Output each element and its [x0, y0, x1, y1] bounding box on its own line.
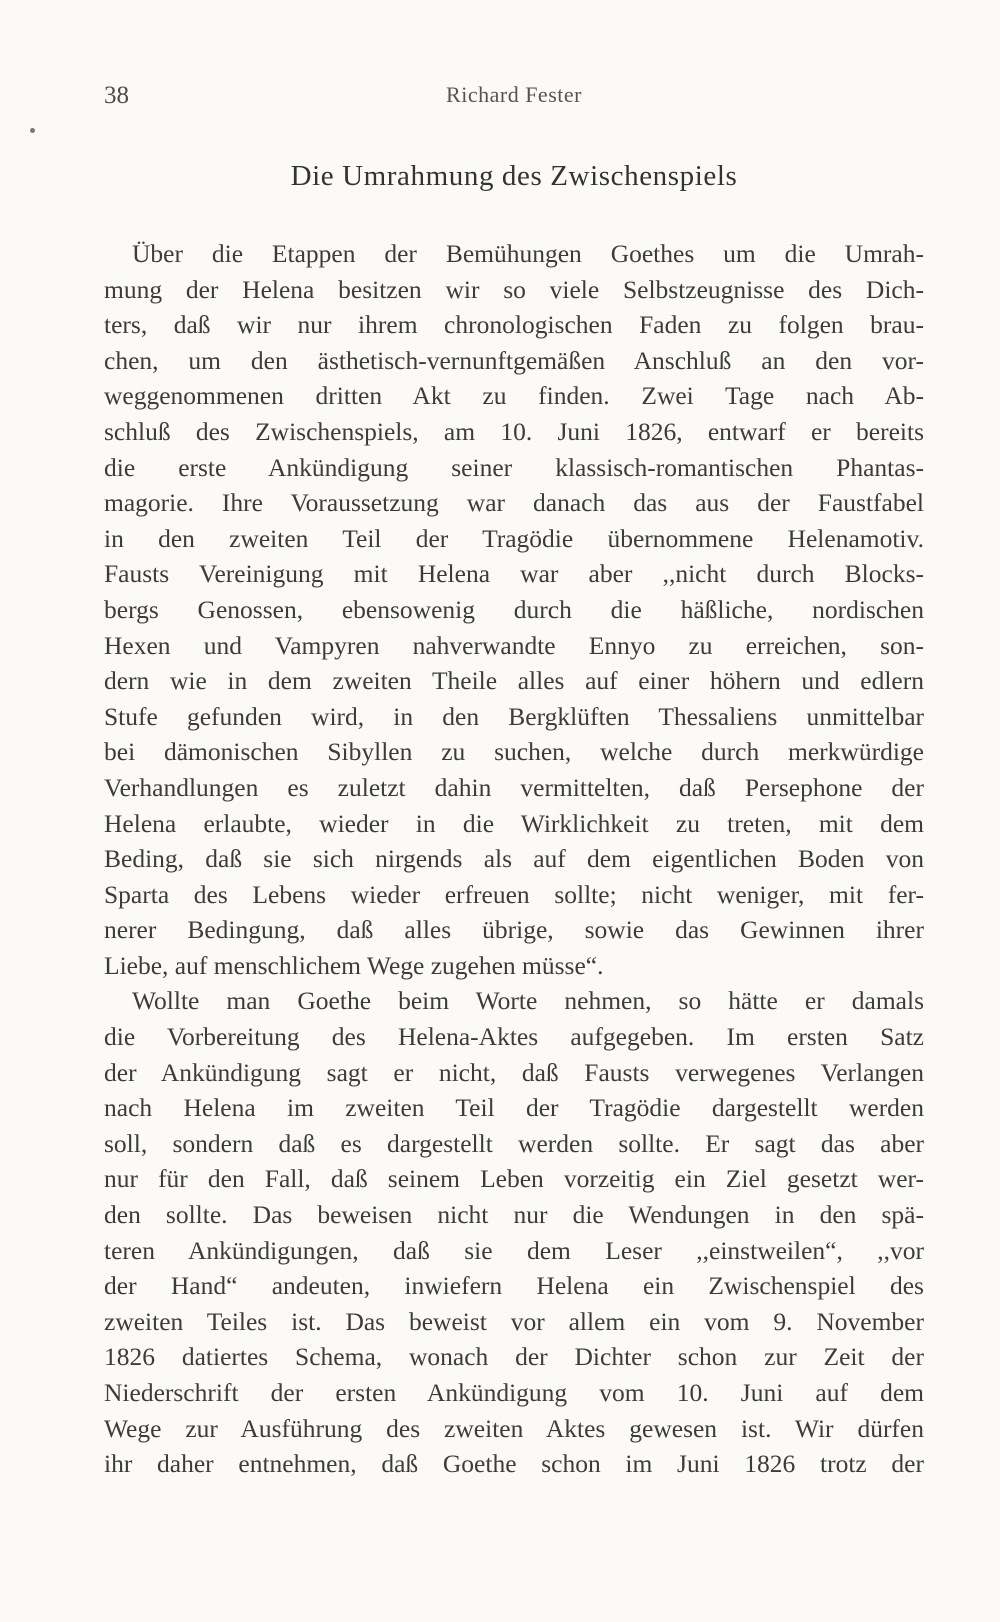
ink-speck — [30, 128, 35, 133]
text-line: in den zweiten Teil der Tragödie übernommene Helenamotiv. — [104, 523, 924, 553]
text-line: den sollte. Das beweisen nicht nur die Wendungen in den spä- — [104, 1200, 924, 1230]
body-text — [104, 236, 924, 1482]
text-line: die erste Ankündigung seiner klassisch-romantischen Phantas- — [104, 452, 924, 482]
text-line: Beding, daß sie sich nirgends als auf dem eigentlichen Boden von — [104, 844, 924, 874]
text-line: Wollte man Goethe beim Worte nehmen, so hätte er damals — [132, 986, 924, 1016]
text-line: nerer Bedingung, daß alles übrige, sowie das Gewinnen ihrer — [104, 915, 924, 945]
text-line: Über die Etappen der Bemühungen Goethes um die Umrah- — [132, 239, 924, 268]
text-line: Fausts Vereinigung mit Helena war aber ,,nicht durch Blocks- — [104, 559, 924, 589]
text-line: magorie. Ihre Voraussetzung war danach das aus der Faustfabel — [104, 488, 924, 518]
text-line: dern wie in dem zweiten Theile alles auf einer höhern und edlern — [104, 666, 924, 696]
text-line: der Hand“ andeuten, inwiefern Helena ein Zwischenspiel des — [104, 1271, 924, 1301]
text-line: ters, daß wir nur ihrem chronologischen Faden zu folgen brau- — [104, 310, 924, 340]
running-head — [104, 82, 924, 114]
running-title: Richard Fester — [446, 82, 582, 107]
text-line: die Vorbereitung des Helena-Aktes aufgegeben. Im ersten Satz — [104, 1022, 924, 1052]
text-line: ihr daher entnehmen, daß Goethe schon im Juni 1826 trotz der — [104, 1449, 924, 1479]
section-title: Die Umrahmung des Zwischenspiels — [290, 160, 738, 192]
text-line: soll, sondern daß es dargestellt werden sollte. Er sagt das aber — [104, 1128, 924, 1158]
text-line: Helena erlaubte, wieder in die Wirklichkeit zu treten, mit dem — [104, 808, 924, 838]
text-line: nach Helena im zweiten Teil der Tragödie dargestellt werden — [104, 1093, 924, 1123]
text-line: Liebe, auf menschlichem Wege zugehen müsse“. — [104, 950, 604, 980]
text-line: chen, um den ästhetisch-vernunftgemäßen Anschluß an den vor- — [104, 345, 924, 375]
page-number: 38 — [104, 82, 129, 109]
text-line: Verhandlungen es zuletzt dahin vermittelten, daß Persephone der — [104, 772, 924, 802]
text-line: Hexen und Vampyren nahverwandte Ennyo zu erreichen, son- — [104, 630, 924, 660]
text-line: mung der Helena besitzen wir so viele Selbstzeugnisse des Dich- — [104, 274, 924, 304]
text-line: teren Ankündigungen, daß sie dem Leser ,,einstweilen“, ,,vor — [104, 1235, 924, 1265]
text-line: bergs Genossen, ebensowenig durch die häßliche, nordischen — [104, 594, 924, 624]
text-line: bei dämonischen Sibyllen zu suchen, welche durch merkwürdige — [104, 737, 924, 767]
text-line: Wege zur Ausführung des zweiten Aktes gewesen ist. Wir dürfen — [104, 1413, 924, 1443]
text-line: zweiten Teiles ist. Das beweist vor allem ein vom 9. November — [104, 1306, 924, 1336]
text-line: schluß des Zwischenspiels, am 10. Juni 1826, entwarf er bereits — [104, 416, 924, 446]
text-line: weggenommenen dritten Akt zu finden. Zwei Tage nach Ab- — [104, 381, 924, 411]
text-line: der Ankündigung sagt er nicht, daß Fausts verwegenes Verlangen — [104, 1057, 924, 1087]
text-line: nur für den Fall, daß seinem Leben vorzeitig ein Ziel gesetzt wer- — [104, 1164, 924, 1194]
text-line: Stufe gefunden wird, in den Bergklüften Thessaliens unmittelbar — [104, 701, 924, 731]
text-line: 1826 datiertes Schema, wonach der Dichter schon zur Zeit der — [104, 1342, 924, 1372]
text-line: Sparta des Lebens wieder erfreuen sollte; nicht weniger, mit fer- — [104, 879, 924, 909]
text-line: Niederschrift der ersten Ankündigung vom 10. Juni auf dem — [104, 1378, 924, 1407]
